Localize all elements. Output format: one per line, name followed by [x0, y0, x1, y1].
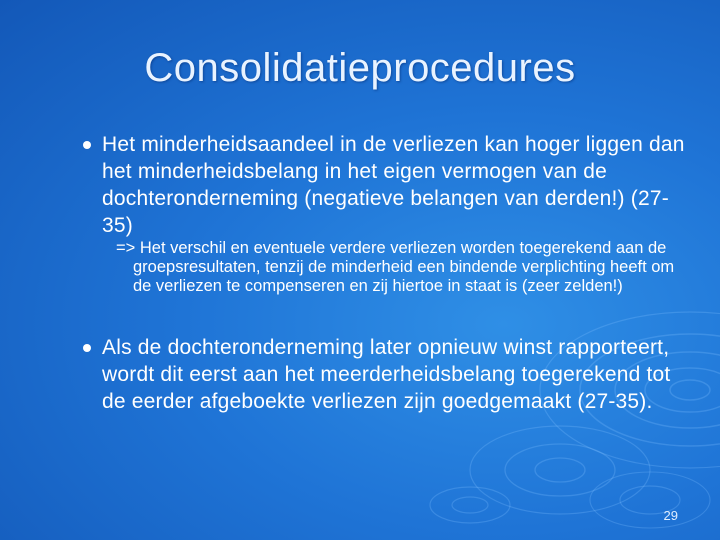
bullet-dot [83, 344, 91, 352]
sub-note: => Het verschil en eventuele verdere verliezen worden toegerekend aan de groepsresultaten, tenzij de minderheid een bindende verplichting heeft om de verliezen te compenseren en zij hiertoe in staat is (zeer zelden!) [116, 239, 675, 295]
page-number: 29 [663, 508, 678, 523]
slide-title: Consolidatieprocedures [144, 46, 576, 90]
bullet-2-text: Als de dochteronderneming later opnieuw winst rapporteert, wordt dit eerst aan het meerderheidsbelang toegerekend tot de eerder afgeboekte verliezen zijn goedgemaakt (27-35). [102, 336, 671, 413]
bullet-1-text: Het minderheidsaandeel in de verliezen kan hoger liggen dan het minderheidsbelang in het eigen vermogen van de dochteronderneming (negatieve belangen van derden!) (27-35) [102, 133, 685, 237]
bullet-dot [83, 141, 91, 149]
